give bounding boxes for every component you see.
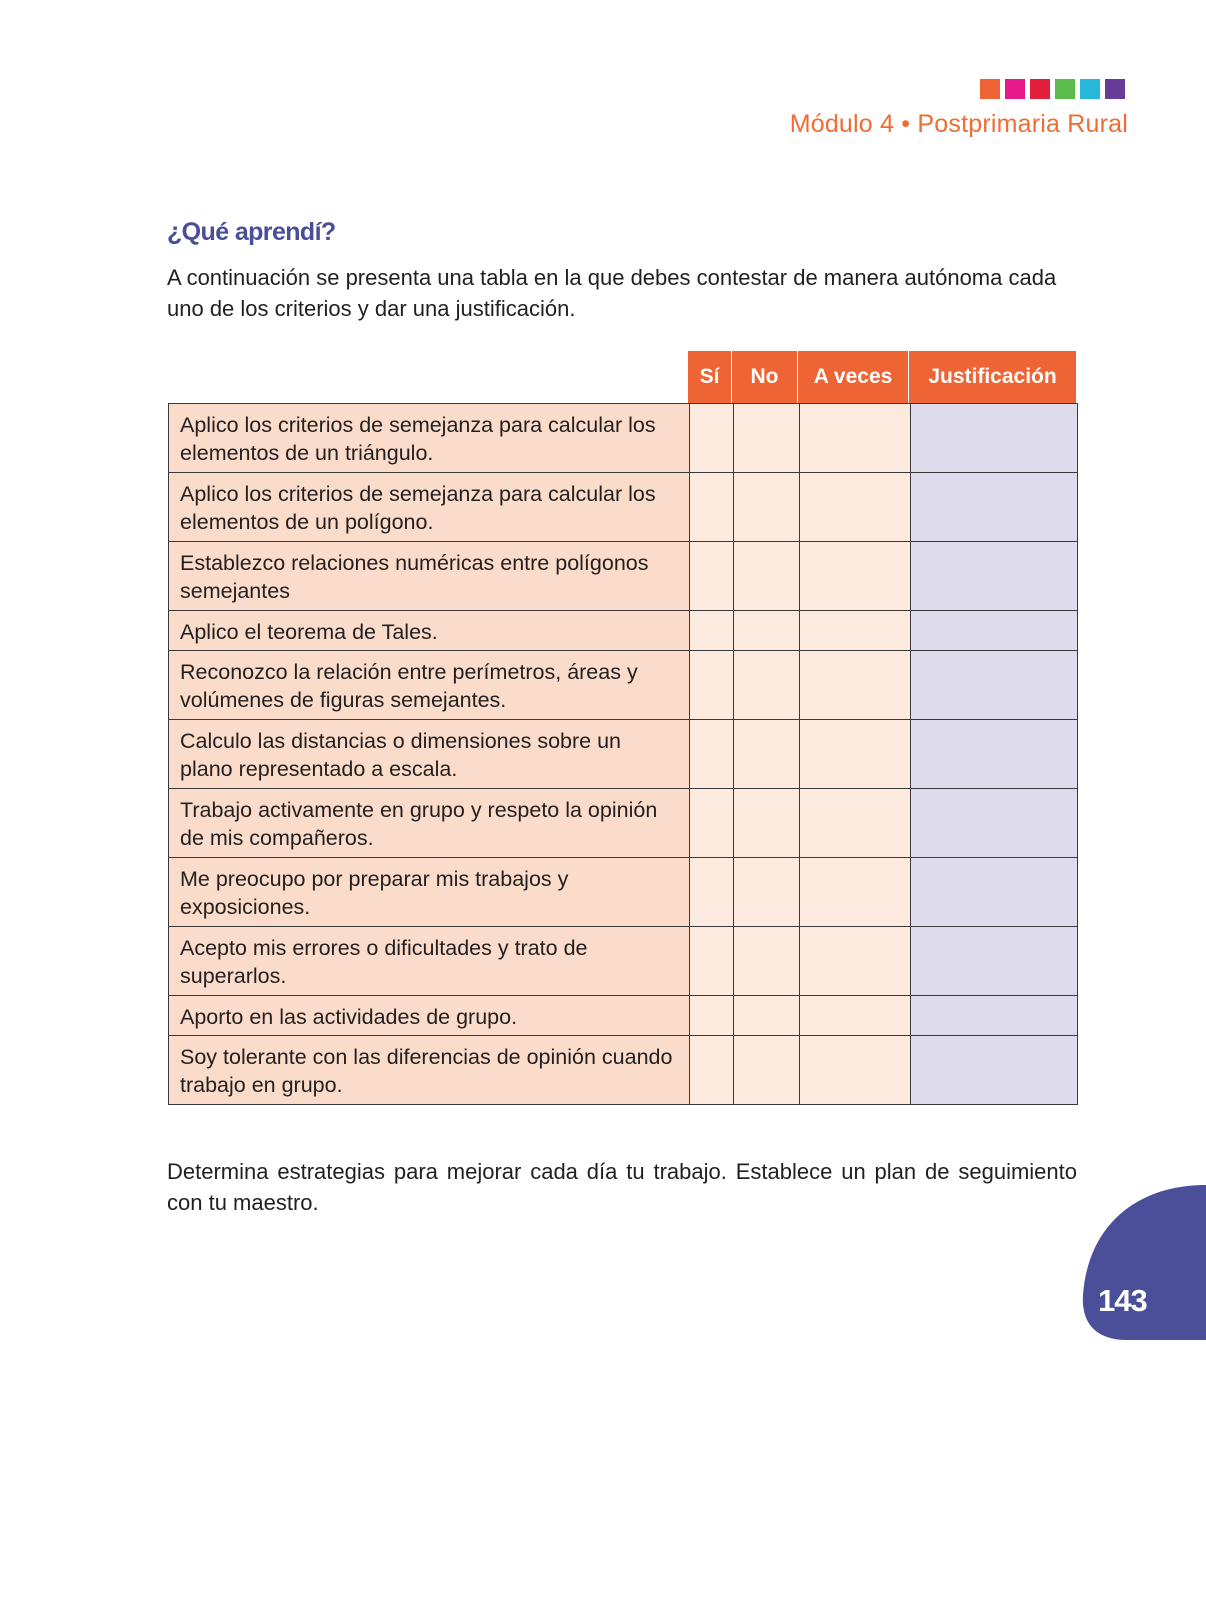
swatch (1080, 79, 1100, 99)
criterion-text: Me preocupo por preparar mis trabajos y exposiciones. (169, 858, 690, 927)
color-swatches (980, 79, 1125, 99)
criterion-text: Aplico el teorema de Tales. (169, 611, 690, 651)
criterion-text: Trabajo activamente en grupo y respeto la opinión de mis compañeros. (169, 789, 690, 858)
answer-si-cell[interactable] (690, 789, 734, 858)
swatch (1105, 79, 1125, 99)
answer-a-veces-cell[interactable] (800, 1036, 911, 1105)
justification-cell[interactable] (911, 858, 1078, 927)
justification-cell[interactable] (911, 611, 1078, 651)
closing-paragraph: Determina estrategias para mejorar cada día tu trabajo. Establece un plan de seguimiento con tu maestro. (167, 1159, 1077, 1215)
table-row (169, 473, 1078, 542)
answer-no-cell[interactable] (734, 404, 800, 473)
answer-a-veces-cell[interactable] (800, 789, 911, 858)
answer-no-cell[interactable] (734, 651, 800, 720)
intro-paragraph: A continuación se presenta una tabla en la que debes contestar de manera autónoma cada uno de los criterios y dar una justificación. (167, 265, 1057, 321)
table-row (169, 996, 1078, 1036)
answer-si-cell[interactable] (690, 611, 734, 651)
module-title: Módulo 4 • Postprimaria Rural (789, 110, 1128, 138)
table-row (169, 1036, 1078, 1105)
criterion-text: Aplico los criterios de semejanza para calcular los elementos de un triángulo. (169, 404, 690, 473)
swatch (1030, 79, 1050, 99)
answer-no-cell[interactable] (734, 611, 800, 651)
answer-no-cell[interactable] (734, 542, 800, 611)
table-row (169, 720, 1078, 789)
column-header-a-veces: A veces (798, 351, 909, 403)
answer-a-veces-cell[interactable] (800, 858, 911, 927)
table-row (169, 404, 1078, 473)
column-header-justificacion: Justificación (928, 365, 1057, 388)
section-title: ¿Qué aprendí? (167, 218, 336, 246)
table-row (169, 858, 1078, 927)
table-row (169, 542, 1078, 611)
justification-cell[interactable] (911, 720, 1078, 789)
criterion-text: Aplico los criterios de semejanza para calcular los elementos de un polígono. (169, 473, 690, 542)
answer-a-veces-cell[interactable] (800, 542, 911, 611)
answer-no-cell[interactable] (734, 927, 800, 996)
criterion-text: Calculo las distancias o dimensiones sobre un plano representado a escala. (169, 720, 690, 789)
justification-cell[interactable] (911, 473, 1078, 542)
answer-si-cell[interactable] (690, 1036, 734, 1105)
table-row (169, 651, 1078, 720)
criterion-text: Soy tolerante con las diferencias de opinión cuando trabajo en grupo. (169, 1036, 690, 1105)
answer-a-veces-cell[interactable] (800, 651, 911, 720)
justification-cell[interactable] (911, 927, 1078, 996)
column-header-si: Sí (688, 351, 732, 403)
answer-si-cell[interactable] (690, 858, 734, 927)
criterion-text: Aporto en las actividades de grupo. (169, 996, 690, 1036)
answer-no-cell[interactable] (734, 858, 800, 927)
table-row (169, 927, 1078, 996)
answer-a-veces-cell[interactable] (800, 611, 911, 651)
page-number: 143 (1098, 1283, 1147, 1318)
answer-si-cell[interactable] (690, 720, 734, 789)
answer-si-cell[interactable] (690, 473, 734, 542)
answer-si-cell[interactable] (690, 651, 734, 720)
table-row (169, 789, 1078, 858)
answer-si-cell[interactable] (690, 996, 734, 1036)
answer-si-cell[interactable] (690, 927, 734, 996)
swatch (1055, 79, 1075, 99)
answer-a-veces-cell[interactable] (800, 404, 911, 473)
evaluation-table (168, 403, 1078, 1105)
answer-si-cell[interactable] (690, 542, 734, 611)
justification-cell[interactable] (911, 404, 1078, 473)
answer-a-veces-cell[interactable] (800, 996, 911, 1036)
justification-cell[interactable] (911, 542, 1078, 611)
answer-no-cell[interactable] (734, 996, 800, 1036)
answer-a-veces-cell[interactable] (800, 473, 911, 542)
answer-si-cell[interactable] (690, 404, 734, 473)
criterion-text: Reconozco la relación entre perímetros, áreas y volúmenes de figuras semejantes. (169, 651, 690, 720)
table-header (688, 351, 1076, 403)
answer-a-veces-cell[interactable] (800, 927, 911, 996)
justification-cell[interactable] (911, 651, 1078, 720)
answer-no-cell[interactable] (734, 1036, 800, 1105)
answer-no-cell[interactable] (734, 789, 800, 858)
criterion-text: Establezco relaciones numéricas entre polígonos semejantes (169, 542, 690, 611)
table-row (169, 611, 1078, 651)
justification-cell[interactable] (911, 996, 1078, 1036)
criterion-text: Acepto mis errores o dificultades y trato de superarlos. (169, 927, 690, 996)
column-header-no: No (732, 351, 798, 403)
swatch (980, 79, 1000, 99)
answer-no-cell[interactable] (734, 720, 800, 789)
justification-cell[interactable] (911, 1036, 1078, 1105)
justification-cell[interactable] (911, 789, 1078, 858)
swatch (1005, 79, 1025, 99)
answer-a-veces-cell[interactable] (800, 720, 911, 789)
answer-no-cell[interactable] (734, 473, 800, 542)
